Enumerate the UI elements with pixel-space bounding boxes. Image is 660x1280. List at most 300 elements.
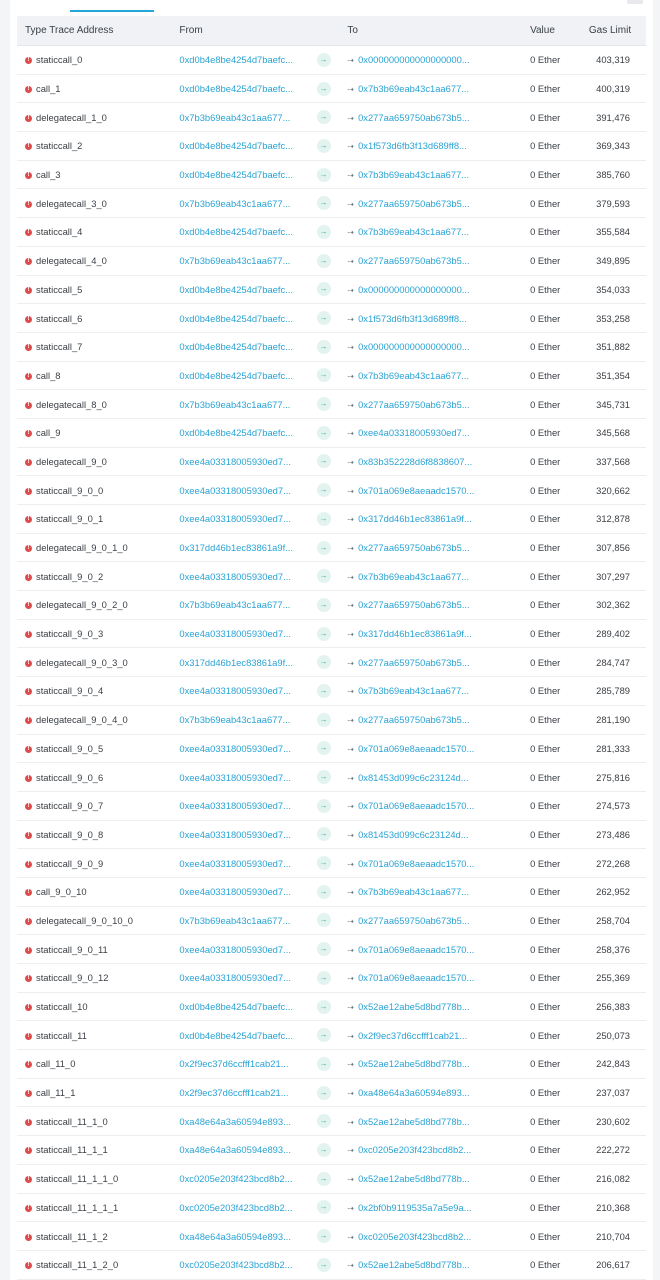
arrow-right-icon: → — [317, 53, 331, 67]
to-address-link[interactable]: 0x7b3b69eab43c1aa677... — [358, 369, 470, 381]
from-address-link[interactable]: 0xc0205e203f423bcd8b2... — [179, 1201, 293, 1213]
error-circle-icon: ! — [25, 459, 32, 466]
arrow-in-icon: ⇢ — [347, 343, 355, 353]
gas-limit-cell: 281,190 — [581, 705, 646, 734]
error-circle-icon: ! — [25, 717, 32, 724]
from-address-link[interactable]: 0x7b3b69eab43c1aa677... — [179, 914, 291, 926]
type-trace-label: staticcall_11_1_2 — [36, 1230, 108, 1242]
from-address-link[interactable]: 0xd0b4e8be4254d7baefc... — [179, 427, 294, 439]
to-address-link[interactable]: 0x317dd46b1ec83861a9f... — [358, 628, 472, 640]
from-address-link[interactable]: 0x7b3b69eab43c1aa677... — [179, 398, 291, 410]
arrow-in-icon: ⇢ — [347, 113, 355, 123]
table-row — [17, 562, 646, 591]
arrow-right-icon: → — [317, 340, 331, 354]
type-trace-cell — [17, 1250, 171, 1279]
gas-limit-cell: 256,383 — [581, 992, 646, 1021]
value-cell: 0 Ether — [522, 1193, 581, 1222]
to-address-link[interactable]: 0x277aa659750ab673b5... — [358, 111, 470, 123]
to-address-link[interactable]: 0xc0205e203f423bcd8b2... — [358, 1144, 472, 1156]
table-row — [17, 992, 646, 1021]
direction-cell — [308, 935, 340, 964]
arrow-in-icon: ⇢ — [347, 457, 355, 467]
from-cell — [171, 275, 308, 304]
to-address-link[interactable]: 0x83b352228d6f8838607... — [358, 455, 473, 467]
from-address-link[interactable]: 0x2f9ec37d6ccfff1cab21... — [179, 1058, 289, 1070]
arrow-in-icon: ⇢ — [347, 1146, 355, 1156]
gas-limit-cell: 242,843 — [581, 1050, 646, 1079]
to-address-link[interactable]: 0x701a069e8aeaadc1570... — [358, 943, 475, 955]
table-row — [17, 877, 646, 906]
from-address-link[interactable]: 0xee4a03318005930ed7... — [179, 685, 291, 697]
to-address-link[interactable]: 0x52ae12abe5d8bd778b... — [358, 1115, 470, 1127]
to-cell — [339, 591, 522, 620]
arrow-right-icon: → — [317, 512, 331, 526]
direction-cell — [308, 906, 340, 935]
from-address-link[interactable]: 0xee4a03318005930ed7... — [179, 742, 291, 754]
direction-cell — [308, 992, 340, 1021]
header-gas-limit: Gas Limit — [581, 16, 646, 46]
type-trace-cell — [17, 1164, 171, 1193]
error-circle-icon: ! — [25, 975, 32, 982]
value-cell: 0 Ether — [522, 906, 581, 935]
to-cell — [339, 390, 522, 419]
error-circle-icon: ! — [25, 430, 32, 437]
type-trace-label: staticcall_9_0_8 — [36, 828, 104, 840]
error-circle-icon: ! — [25, 201, 32, 208]
from-address-link[interactable]: 0xd0b4e8be4254d7baefc... — [179, 83, 294, 95]
to-address-link[interactable]: 0x52ae12abe5d8bd778b... — [358, 1259, 470, 1271]
from-cell — [171, 447, 308, 476]
value-cell: 0 Ether — [522, 992, 581, 1021]
arrow-in-icon: ⇢ — [347, 1031, 355, 1041]
to-address-link[interactable]: 0x000000000000000000... — [358, 283, 470, 295]
to-address-link[interactable]: 0x7b3b69eab43c1aa677... — [358, 83, 470, 95]
type-trace-cell — [17, 1136, 171, 1165]
from-address-link[interactable]: 0xd0b4e8be4254d7baefc... — [179, 54, 294, 66]
value-cell: 0 Ether — [522, 849, 581, 878]
to-address-link[interactable]: 0x52ae12abe5d8bd778b... — [358, 1173, 470, 1185]
to-address-link[interactable]: 0x701a069e8aeaadc1570... — [358, 484, 475, 496]
type-trace-cell — [17, 218, 171, 247]
type-trace-label: delegatecall_9_0_4_0 — [36, 714, 128, 726]
to-cell — [339, 1250, 522, 1279]
from-cell — [171, 1021, 308, 1050]
type-trace-cell — [17, 46, 171, 75]
direction-cell — [308, 619, 340, 648]
from-address-link[interactable]: 0x7b3b69eab43c1aa677... — [179, 111, 291, 123]
direction-cell — [308, 304, 340, 333]
table-row — [17, 505, 646, 534]
from-address-link[interactable]: 0xc0205e203f423bcd8b2... — [179, 1259, 293, 1271]
arrow-right-icon: → — [317, 110, 331, 124]
arrow-in-icon: ⇢ — [347, 945, 355, 955]
direction-cell — [308, 1136, 340, 1165]
type-trace-cell — [17, 332, 171, 361]
type-trace-label: staticcall_7 — [36, 341, 83, 353]
table-row — [17, 619, 646, 648]
type-trace-cell — [17, 877, 171, 906]
type-trace-label: call_9 — [36, 427, 61, 439]
table-row — [17, 935, 646, 964]
error-circle-icon: ! — [25, 631, 32, 638]
from-cell — [171, 1250, 308, 1279]
to-cell — [339, 160, 522, 189]
from-address-link[interactable]: 0xee4a03318005930ed7... — [179, 800, 291, 812]
header-value: Value — [522, 16, 581, 46]
type-trace-label: staticcall_11_1_0 — [36, 1115, 108, 1127]
table-header — [17, 16, 646, 46]
from-cell — [171, 332, 308, 361]
value-cell: 0 Ether — [522, 1107, 581, 1136]
gas-limit-cell: 403,319 — [581, 46, 646, 75]
from-address-link[interactable]: 0xd0b4e8be4254d7baefc... — [179, 1029, 294, 1041]
type-trace-cell — [17, 820, 171, 849]
table-row — [17, 390, 646, 419]
type-trace-cell — [17, 189, 171, 218]
arrow-in-icon: ⇢ — [347, 773, 355, 783]
error-circle-icon: ! — [25, 1061, 32, 1068]
from-address-link[interactable]: 0xee4a03318005930ed7... — [179, 484, 291, 496]
from-address-link[interactable]: 0xee4a03318005930ed7... — [179, 455, 291, 467]
arrow-in-icon: ⇢ — [347, 658, 355, 668]
error-circle-icon: ! — [25, 115, 32, 122]
table-row — [17, 849, 646, 878]
arrow-right-icon: → — [317, 196, 331, 210]
to-cell — [339, 1193, 522, 1222]
from-address-link[interactable]: 0xee4a03318005930ed7... — [179, 857, 291, 869]
value-cell: 0 Ether — [522, 46, 581, 75]
from-cell — [171, 591, 308, 620]
arrow-right-icon: → — [317, 168, 331, 182]
type-trace-cell — [17, 246, 171, 275]
type-trace-label: staticcall_4 — [36, 226, 83, 238]
direction-cell — [308, 791, 340, 820]
from-cell — [171, 1222, 308, 1251]
value-cell: 0 Ether — [522, 935, 581, 964]
arrow-in-icon: ⇢ — [347, 257, 355, 267]
value-cell: 0 Ether — [522, 74, 581, 103]
error-circle-icon: ! — [25, 861, 32, 868]
table-row — [17, 1164, 646, 1193]
from-address-link[interactable]: 0xee4a03318005930ed7... — [179, 513, 291, 525]
to-address-link[interactable]: 0x277aa659750ab673b5... — [358, 714, 470, 726]
type-trace-label: staticcall_9_0_7 — [36, 800, 104, 812]
to-cell — [339, 74, 522, 103]
direction-cell — [308, 1222, 340, 1251]
gas-limit-cell: 230,602 — [581, 1107, 646, 1136]
to-cell — [339, 619, 522, 648]
to-cell — [339, 361, 522, 390]
from-cell — [171, 1050, 308, 1079]
type-trace-cell — [17, 1193, 171, 1222]
to-cell — [339, 562, 522, 591]
to-cell — [339, 677, 522, 706]
type-trace-label: delegatecall_9_0_2_0 — [36, 599, 128, 611]
value-cell: 0 Ether — [522, 562, 581, 591]
arrow-right-icon: → — [317, 311, 331, 325]
from-address-link[interactable]: 0xd0b4e8be4254d7baefc... — [179, 140, 294, 152]
to-address-link[interactable]: 0x277aa659750ab673b5... — [358, 599, 470, 611]
from-address-link[interactable]: 0xee4a03318005930ed7... — [179, 628, 291, 640]
from-address-link[interactable]: 0xd0b4e8be4254d7baefc... — [179, 312, 294, 324]
from-address-link[interactable]: 0xee4a03318005930ed7... — [179, 570, 291, 582]
error-circle-icon: ! — [25, 574, 32, 581]
to-address-link[interactable]: 0x000000000000000000... — [358, 341, 470, 353]
direction-cell — [308, 705, 340, 734]
to-address-link[interactable]: 0x81453d099c6c23124d... — [358, 771, 469, 783]
arrow-in-icon: ⇢ — [347, 1175, 355, 1185]
from-address-link[interactable]: 0xee4a03318005930ed7... — [179, 828, 291, 840]
direction-cell — [308, 189, 340, 218]
direction-cell — [308, 246, 340, 275]
to-address-link[interactable]: 0x701a069e8aeaadc1570... — [358, 857, 475, 869]
arrow-in-icon: ⇢ — [347, 1232, 355, 1242]
direction-cell — [308, 332, 340, 361]
from-cell — [171, 705, 308, 734]
gas-limit-cell: 345,731 — [581, 390, 646, 419]
panel-control-button[interactable] — [627, 0, 643, 4]
to-address-link[interactable]: 0xc0205e203f423bcd8b2... — [358, 1230, 472, 1242]
to-address-link[interactable]: 0x317dd46b1ec83861a9f... — [358, 513, 472, 525]
to-address-link[interactable]: 0x701a069e8aeaadc1570... — [358, 800, 475, 812]
type-trace-cell — [17, 1078, 171, 1107]
to-address-link[interactable]: 0x277aa659750ab673b5... — [358, 398, 470, 410]
arrow-right-icon: → — [317, 856, 331, 870]
from-cell — [171, 791, 308, 820]
error-circle-icon: ! — [25, 602, 32, 609]
from-address-link[interactable]: 0x2f9ec37d6ccfff1cab21... — [179, 1087, 289, 1099]
type-trace-cell — [17, 390, 171, 419]
gas-limit-cell: 285,789 — [581, 677, 646, 706]
from-address-link[interactable]: 0xd0b4e8be4254d7baefc... — [179, 1001, 294, 1013]
gas-limit-cell: 312,878 — [581, 505, 646, 534]
type-trace-label: delegatecall_4_0 — [36, 255, 107, 267]
from-address-link[interactable]: 0x317dd46b1ec83861a9f... — [179, 542, 294, 554]
to-cell — [339, 734, 522, 763]
from-address-link[interactable]: 0xa48e64a3a60594e893... — [179, 1230, 291, 1242]
arrow-right-icon: → — [317, 454, 331, 468]
to-cell — [339, 1222, 522, 1251]
from-cell — [171, 533, 308, 562]
to-address-link[interactable]: 0x7b3b69eab43c1aa677... — [358, 570, 470, 582]
direction-cell — [308, 1250, 340, 1279]
type-trace-label: call_1 — [36, 83, 61, 95]
to-address-link[interactable]: 0x7b3b69eab43c1aa677... — [358, 886, 470, 898]
type-trace-label: call_3 — [36, 169, 61, 181]
value-cell: 0 Ether — [522, 677, 581, 706]
to-address-link[interactable]: 0x277aa659750ab673b5... — [358, 197, 470, 209]
from-address-link[interactable]: 0xc0205e203f423bcd8b2... — [179, 1173, 293, 1185]
from-address-link[interactable]: 0xee4a03318005930ed7... — [179, 972, 291, 984]
from-address-link[interactable]: 0xee4a03318005930ed7... — [179, 771, 291, 783]
active-tab-indicator — [70, 10, 154, 12]
direction-cell — [308, 447, 340, 476]
gas-limit-cell: 237,037 — [581, 1078, 646, 1107]
error-circle-icon: ! — [25, 373, 32, 380]
type-trace-cell — [17, 849, 171, 878]
direction-cell — [308, 361, 340, 390]
arrow-right-icon: → — [317, 397, 331, 411]
to-address-link[interactable]: 0x2f9ec37d6ccfff1cab21... — [358, 1029, 468, 1041]
type-trace-label: call_9_0_10 — [36, 886, 87, 898]
from-address-link[interactable]: 0x7b3b69eab43c1aa677... — [179, 197, 291, 209]
to-cell — [339, 505, 522, 534]
error-circle-icon: ! — [25, 660, 32, 667]
type-trace-cell — [17, 361, 171, 390]
type-trace-label: staticcall_11 — [36, 1029, 87, 1041]
to-cell — [339, 648, 522, 677]
from-address-link[interactable]: 0xd0b4e8be4254d7baefc... — [179, 169, 294, 181]
arrow-right-icon: → — [317, 741, 331, 755]
to-address-link[interactable]: 0x701a069e8aeaadc1570... — [358, 972, 475, 984]
type-trace-label: call_8 — [36, 369, 61, 381]
direction-cell — [308, 533, 340, 562]
to-address-link[interactable]: 0x2bf0b9119535a7a5e9a... — [358, 1201, 472, 1213]
gas-limit-cell: 272,268 — [581, 849, 646, 878]
type-trace-label: staticcall_9_0_1 — [36, 513, 104, 525]
from-cell — [171, 46, 308, 75]
arrow-right-icon: → — [317, 1229, 331, 1243]
from-address-link[interactable]: 0xee4a03318005930ed7... — [179, 943, 291, 955]
table-row — [17, 332, 646, 361]
to-cell — [339, 763, 522, 792]
from-cell — [171, 763, 308, 792]
arrow-in-icon: ⇢ — [347, 802, 355, 812]
error-circle-icon: ! — [25, 1262, 32, 1269]
to-address-link[interactable]: 0xee4a03318005930ed7... — [358, 427, 470, 439]
arrow-in-icon: ⇢ — [347, 1003, 355, 1013]
type-trace-cell — [17, 418, 171, 447]
error-circle-icon: ! — [25, 172, 32, 179]
table-row — [17, 304, 646, 333]
from-address-link[interactable]: 0xee4a03318005930ed7... — [179, 886, 291, 898]
type-trace-label: staticcall_9_0_3 — [36, 628, 104, 640]
table-row — [17, 160, 646, 189]
type-trace-label: staticcall_5 — [36, 283, 83, 295]
value-cell: 0 Ether — [522, 533, 581, 562]
value-cell: 0 Ether — [522, 1078, 581, 1107]
arrow-in-icon: ⇢ — [347, 142, 355, 152]
value-cell: 0 Ether — [522, 820, 581, 849]
direction-cell — [308, 1193, 340, 1222]
type-trace-cell — [17, 304, 171, 333]
to-address-link[interactable]: 0x81453d099c6c23124d... — [358, 828, 469, 840]
error-circle-icon: ! — [25, 57, 32, 64]
from-cell — [171, 505, 308, 534]
from-address-link[interactable]: 0xa48e64a3a60594e893... — [179, 1144, 291, 1156]
to-cell — [339, 1107, 522, 1136]
from-address-link[interactable]: 0x7b3b69eab43c1aa677... — [179, 714, 291, 726]
to-cell — [339, 964, 522, 993]
to-address-link[interactable]: 0x52ae12abe5d8bd778b... — [358, 1001, 470, 1013]
to-address-link[interactable]: 0x277aa659750ab673b5... — [358, 542, 470, 554]
to-address-link[interactable]: 0x7b3b69eab43c1aa677... — [358, 685, 470, 697]
arrow-in-icon: ⇢ — [347, 429, 355, 439]
from-address-link[interactable]: 0xd0b4e8be4254d7baefc... — [179, 226, 294, 238]
arrow-right-icon: → — [317, 82, 331, 96]
to-address-link[interactable]: 0x277aa659750ab673b5... — [358, 656, 470, 668]
from-address-link[interactable]: 0xa48e64a3a60594e893... — [179, 1115, 291, 1127]
to-cell — [339, 1164, 522, 1193]
to-address-link[interactable]: 0x52ae12abe5d8bd778b... — [358, 1058, 470, 1070]
arrow-right-icon: → — [317, 684, 331, 698]
to-cell — [339, 304, 522, 333]
to-cell — [339, 1050, 522, 1079]
error-circle-icon: ! — [25, 316, 32, 323]
to-cell — [339, 418, 522, 447]
from-address-link[interactable]: 0xd0b4e8be4254d7baefc... — [179, 369, 294, 381]
type-trace-label: call_11_1 — [36, 1087, 76, 1099]
arrow-right-icon: → — [317, 426, 331, 440]
type-trace-label: staticcall_11_1_1_1 — [36, 1201, 119, 1213]
to-address-link[interactable]: 0x277aa659750ab673b5... — [358, 255, 470, 267]
from-cell — [171, 964, 308, 993]
arrow-in-icon: ⇢ — [347, 687, 355, 697]
value-cell: 0 Ether — [522, 1136, 581, 1165]
from-address-link[interactable]: 0x317dd46b1ec83861a9f... — [179, 656, 294, 668]
type-trace-cell — [17, 591, 171, 620]
table-row — [17, 791, 646, 820]
gas-limit-cell: 337,568 — [581, 447, 646, 476]
to-address-link[interactable]: 0x1f573d6fb3f13d689ff8... — [358, 312, 467, 324]
from-address-link[interactable]: 0xd0b4e8be4254d7baefc... — [179, 341, 294, 353]
type-trace-label: delegatecall_1_0 — [36, 111, 107, 123]
arrow-in-icon: ⇢ — [347, 830, 355, 840]
table-row — [17, 734, 646, 763]
error-circle-icon: ! — [25, 516, 32, 523]
table-row — [17, 246, 646, 275]
arrow-right-icon: → — [317, 713, 331, 727]
from-address-link[interactable]: 0x7b3b69eab43c1aa677... — [179, 599, 291, 611]
to-address-link[interactable]: 0xa48e64a3a60594e893... — [358, 1087, 470, 1099]
type-trace-label: staticcall_9_0_9 — [36, 857, 104, 869]
to-address-link[interactable]: 0x1f573d6fb3f13d689ff8... — [358, 140, 467, 152]
from-address-link[interactable]: 0x7b3b69eab43c1aa677... — [179, 255, 291, 267]
to-cell — [339, 447, 522, 476]
gas-limit-cell: 351,354 — [581, 361, 646, 390]
arrow-in-icon: ⇢ — [347, 859, 355, 869]
from-address-link[interactable]: 0xd0b4e8be4254d7baefc... — [179, 283, 294, 295]
table-row — [17, 275, 646, 304]
direction-cell — [308, 132, 340, 161]
value-cell: 0 Ether — [522, 103, 581, 132]
value-cell: 0 Ether — [522, 246, 581, 275]
from-cell — [171, 877, 308, 906]
arrow-in-icon: ⇢ — [347, 601, 355, 611]
gas-limit-cell: 258,704 — [581, 906, 646, 935]
gas-limit-cell: 281,333 — [581, 734, 646, 763]
gas-limit-cell: 385,760 — [581, 160, 646, 189]
to-address-link[interactable]: 0x7b3b69eab43c1aa677... — [358, 169, 470, 181]
type-trace-label: staticcall_9_0_11 — [36, 943, 108, 955]
direction-cell — [308, 275, 340, 304]
value-cell: 0 Ether — [522, 1164, 581, 1193]
to-address-link[interactable]: 0x701a069e8aeaadc1570... — [358, 742, 475, 754]
arrow-right-icon: → — [317, 913, 331, 927]
to-address-link[interactable]: 0x000000000000000000... — [358, 54, 470, 66]
arrow-right-icon: → — [317, 1000, 331, 1014]
arrow-right-icon: → — [317, 569, 331, 583]
direction-cell — [308, 1021, 340, 1050]
table-row — [17, 418, 646, 447]
direction-cell — [308, 677, 340, 706]
table-body — [17, 46, 646, 1280]
from-cell — [171, 820, 308, 849]
type-trace-label: staticcall_10 — [36, 1001, 88, 1013]
to-address-link[interactable]: 0x7b3b69eab43c1aa677... — [358, 226, 470, 238]
to-address-link[interactable]: 0x277aa659750ab673b5... — [358, 914, 470, 926]
direction-cell — [308, 1078, 340, 1107]
